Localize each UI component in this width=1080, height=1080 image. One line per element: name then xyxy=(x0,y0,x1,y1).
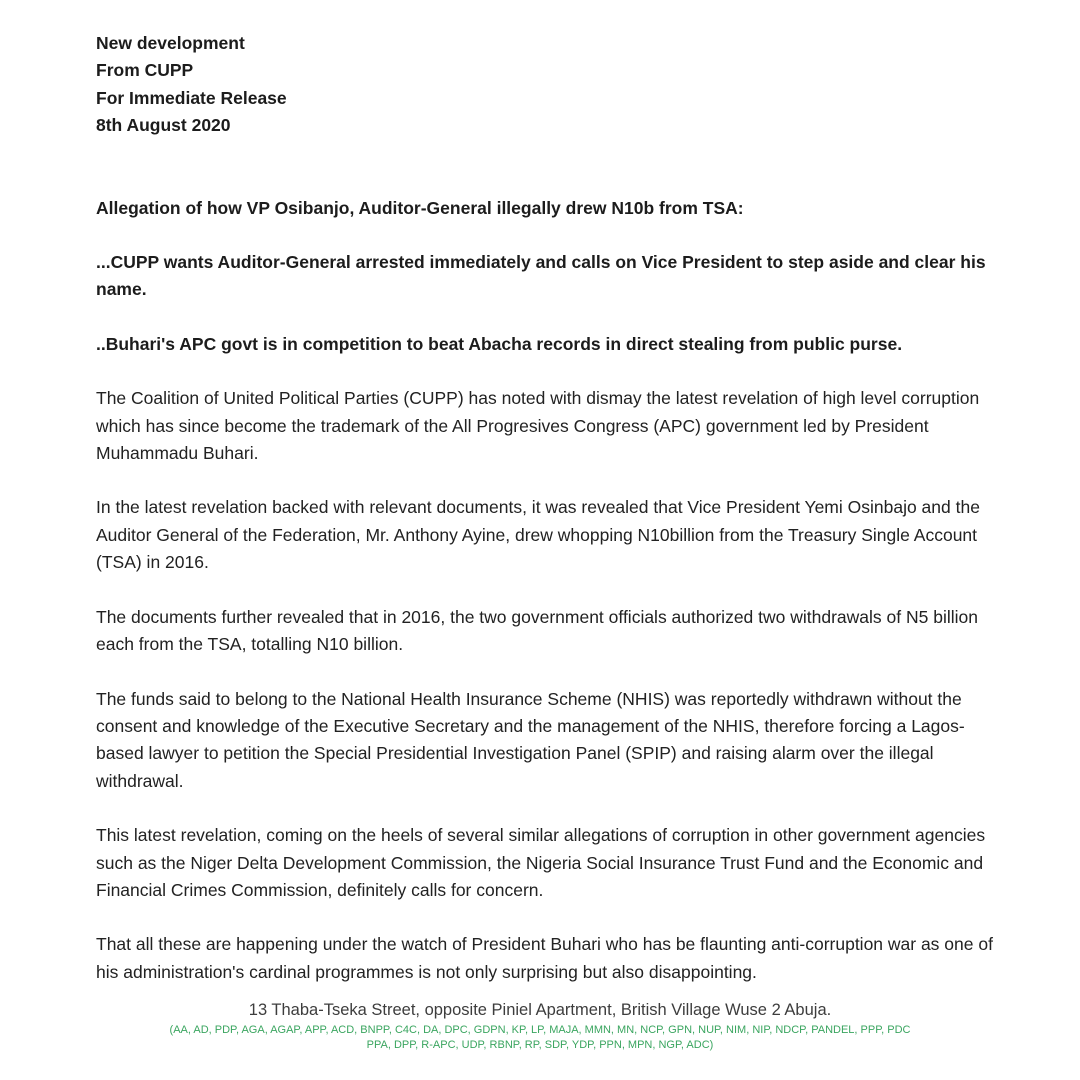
paragraph-nhis-funds: The funds said to belong to the National Health Insurance Scheme (NHIS) was reportedly withdrawn without the consent and knowledge of the Executive Secretary and the management of the NHIS, therefore forcing a Lagos-based lawyer to petition the Special Presidential Investigation Panel (SPIP) and raising alarm over the illegal withdrawal. xyxy=(96,688,965,791)
document-footer xyxy=(0,1000,1080,1052)
sub-headline-buhari-apc: ..Buhari's APC govt is in competition to beat Abacha records in direct stealing from public purse. xyxy=(96,333,903,354)
header-line-new-development: New development xyxy=(96,33,245,53)
footer-party-list-line-1: (AA, AD, PDP, AGA, AGAP, APP, ACD, BNPP, C4C, DA, DPC, GDPN, KP, LP, MAJA, MMN, MN, NCP, GPN, NUP, NIM, NIP, NDCP, PANDEL, PPP, PDC xyxy=(169,1024,911,1036)
footer-party-list xyxy=(0,1023,1080,1052)
paragraph-buhari-watch: That all these are happening under the watch of President Buhari who has be flaunting anti-corruption war as one of his administration's cardinal programmes is not only surprising but also disappointing. xyxy=(96,934,993,982)
paragraph-documents-revealed: The documents further revealed that in 2016, the two government officials authorized two withdrawals of N5 billion each from the TSA, totalling N10 billion. xyxy=(96,606,978,655)
header-line-date: 8th August 2020 xyxy=(96,115,231,136)
header-line-for-immediate-release: For Immediate Release xyxy=(96,87,287,108)
header-line-from-cupp: From CUPP xyxy=(96,60,194,81)
paragraph-latest-revelation: In the latest revelation backed with relevant documents, it was revealed that Vice President Yemi Osinbajo and the Auditor General of the Federation, Mr. Anthony Ayine, drew whopping N10billion from the Treasury Single Account (TSA) in 2016. xyxy=(96,497,980,573)
footer-address: 13 Thaba-Tseka Street, opposite Piniel Apartment, British Village Wuse 2 Abuja. xyxy=(248,1001,832,1019)
paragraph-other-agencies: This latest revelation, coming on the heels of several similar allegations of corruption in other government agencies such as the Niger Delta Development Commission, the Nigeria Social Insurance Trust Fund and the Economic and Financial Crimes Commission, definitely calls for concern. xyxy=(96,825,986,900)
paragraph-coalition-noted: The Coalition of United Political Parties (CUPP) has noted with dismay the latest revelation of high level corruption which has since become the trademark of the All Progresives Congress (APC) government led by President Muhammadu Buhari. xyxy=(96,388,980,464)
sub-headline-cupp-demand: ...CUPP wants Auditor-General arrested immediately and calls on Vice President to step aside and clear his name. xyxy=(96,252,986,300)
document-headline: Allegation of how VP Osibanjo, Auditor-General illegally drew N10b from TSA: xyxy=(96,197,744,218)
document-body xyxy=(96,30,998,986)
footer-party-list-line-2: PPA, DPP, R-APC, UDP, RBNP, RP, SDP, YDP, PPN, MPN, NGP, ADC) xyxy=(366,1038,714,1051)
